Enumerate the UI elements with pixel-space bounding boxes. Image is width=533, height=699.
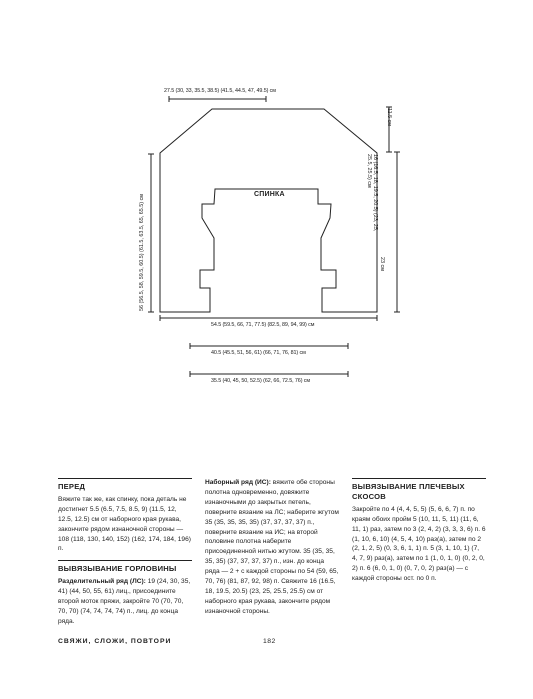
heading-neck: ВЫВЯЗЫВАНИЕ ГОРЛОВИНЫ (58, 560, 192, 574)
column-3 (352, 478, 486, 590)
paragraph-front: Вяжите так же, как спинку, пока деталь не достигнет 5.5 (6.5, 7.5, 8.5, 9) (11.5, 12, 12.5, 12.5) см от наборного края рукава, закончите рядом изнаночной стороны — 108 (118, 130, 140, 152) (162, 174, 184, 196) п. (58, 495, 191, 553)
dim-right-upper: 16 (16.5, 18, 19.5, 20.5) (23, 25, 25.5, 25.5) см (366, 154, 378, 232)
heading-shoulder: ВЫВЯЗЫВАНИЕ ПЛЕЧЕВЫХ СКОСОВ (352, 478, 486, 502)
dim-left-height: 56 (56.5, 58, 59.5, 60.5) (61.5, 63.5, 65, 65.5) см (139, 194, 145, 311)
column-2 (205, 478, 339, 623)
dim-width-2: 40.5 (45.5, 51, 56, 61) (66, 71, 76, 81) см (211, 350, 306, 356)
page-footer (58, 638, 478, 645)
back-piece-outline (160, 109, 377, 312)
cast-on-label: Наборный ряд (ИС): (205, 479, 271, 486)
paragraph-shoulder: Закройте по 4 (4, 4, 5, 5) (5, 6, 6, 7) п. по краям обоих пройм 5 (10, 11, 5, 11) (11, 6, 11, 1) раз, затем по 3 (2, 4, 2) (3, 3, 3, 6) п. 6 (1, 10, 6, 10) (4, 5, 4, 10) раз(а), затем по 2 (2, 1, 2, 5) (0, 3, 6, 1, 1) п. 5 (3, 1, 10, 1) (7, 4, 7, 9) раз(а), затем по 1 (1, 0, 1, 0) (0, 2, 0, 2) п. 6 (6, 0, 1, 0) (0, 7, 0, 2) раз(а) — с каждой стороны ост. по 0 п. (352, 505, 486, 583)
dim-top-width: 27.5 (30, 33, 35.5, 38.5) (41.5, 44.5, 47, 49.5) см (164, 88, 276, 94)
neck-row-text: 19 (24, 30, 35, 41) (44, 50, 55, 61) лиц., присоедините второй моток пряжи, закройте 70 (70, 70, 70, 70) (74, 74, 74, 74) п., лиц. до конца ряда. (58, 578, 191, 625)
cast-on-text: вяжите обе стороны полотна одновременно, довяжите изнаночными до закрытых петель, поверните вязание на ЛС; наберите жгутом 35 (35, 35, 35, 35) (37, 37, 37, 37) п., поверните вязание на ИС; на второй половине полотна наберите присоединенной нитью жгутом. 35 (35, 35, 35, 35) (37, 37, 37, 37) п., изн. до конца ряда — 2 + с каждой стороны по 54 (59, 65, 70, 76) (81, 87, 92, 98) п. Свяжите 16 (16.5, 18, 19.5, 20.5) (23, 25, 25.5, 25.5) см от наборного края рукава, закончите рядом изнаночной стороны. (205, 479, 339, 615)
dim-right-lower: 23 см (379, 257, 385, 271)
dim-width-1: 54.5 (59.5, 66, 71, 77.5) (82.5, 89, 94, 99) см (211, 322, 315, 328)
page-number: 182 (263, 638, 276, 645)
column-1 (58, 478, 192, 633)
heading-front: ПЕРЕД (58, 478, 192, 492)
paragraph-neck (58, 577, 192, 627)
paragraph-cast-on (205, 478, 339, 617)
footer-brand: СВЯЖИ, СЛОЖИ, ПОВТОРИ (58, 638, 172, 645)
dim-width-3: 35.5 (40, 45, 50, 52.5) (62, 66, 72.5, 76) см (211, 378, 310, 384)
neck-row-label: Разделительный ряд (ЛС): (58, 578, 146, 586)
piece-label: СПИНКА (254, 191, 285, 198)
dim-shoulder-drop: 11.5 см (386, 108, 392, 126)
